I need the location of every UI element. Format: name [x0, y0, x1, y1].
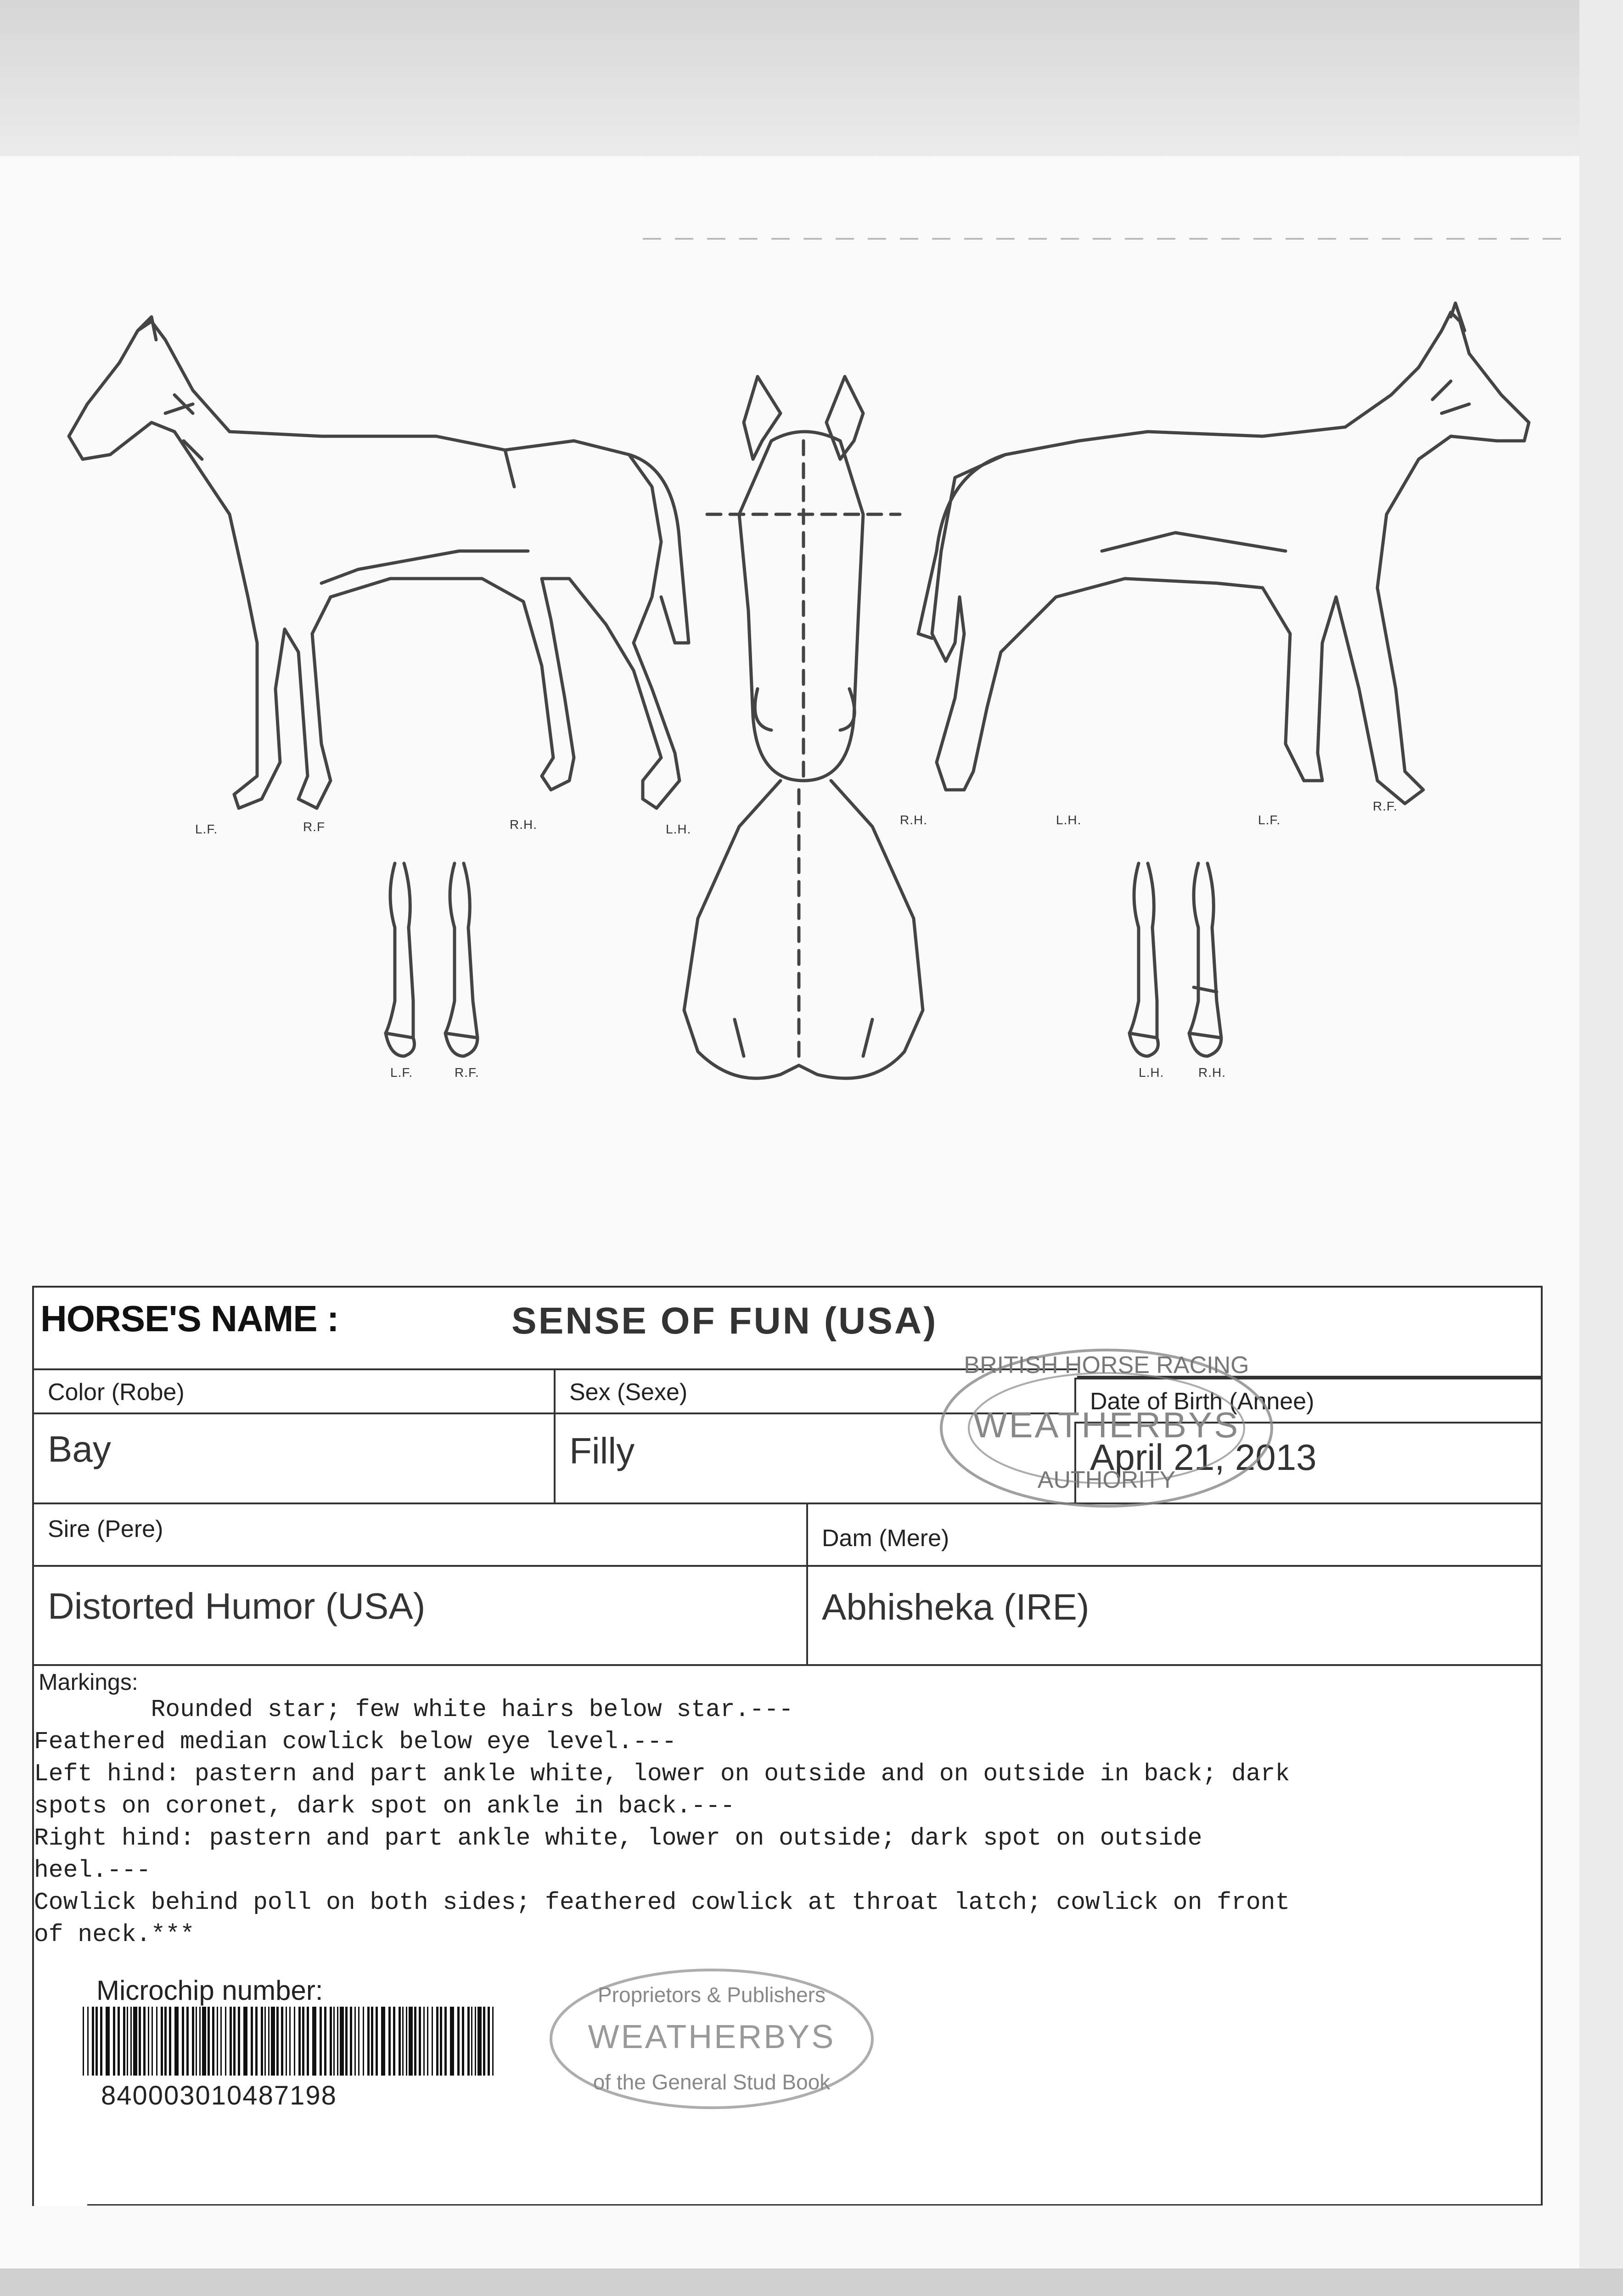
scan-bottom-shadow — [0, 2268, 1623, 2296]
authority-stamp — [932, 1341, 1281, 1515]
sire-value-cell — [32, 1565, 808, 1666]
stamp-bottom-text: AUTHORITY — [1037, 1467, 1176, 1493]
diagram-label: L.F. — [390, 1065, 413, 1080]
diagram-label: R.H. — [1198, 1065, 1226, 1080]
sire-label: Sire (Pere) — [48, 1516, 163, 1542]
diagram-label: L.H. — [1139, 1065, 1164, 1080]
sire-label-cell — [32, 1503, 808, 1567]
horse-name-label: HORSE'S NAME : — [40, 1298, 339, 1339]
left-legs-detail — [386, 863, 477, 1056]
diagram-label: R.F. — [455, 1065, 479, 1080]
horse-name-value: SENSE OF FUN (USA) — [511, 1300, 938, 1342]
diagram-label: R.F. — [1373, 799, 1398, 813]
front-view-horse — [684, 377, 923, 1078]
sex-value: Filly — [569, 1430, 635, 1471]
publisher-top-text: Proprietors & Publishers — [598, 1983, 826, 2007]
color-label-cell — [32, 1368, 556, 1414]
right-legs-detail — [1129, 863, 1221, 1056]
diagram-label: L.F. — [1258, 813, 1281, 827]
publisher-stamp — [542, 1961, 882, 2117]
dam-value-cell — [806, 1565, 1543, 1666]
diagram-label: L.F. — [195, 822, 218, 836]
markings-text: Rounded star; few white hairs below star.--- Feathered median cowlick below eye level.--- Left hind: pastern and part ankle white, lower on outside and on outside in back; dark spots on coronet, dark spot on ankle in back.--- Right hind: pastern and part ankle white, lower on outside; dark spot on outside heel.--- Cowlick behind poll on both sides; feathered cowlick at throat latch; cowlick on front of neck.*** — [34, 1696, 1290, 1948]
stamp-top-text: BRITISH HORSE RACING — [964, 1352, 1249, 1379]
publisher-middle-text: WEATHERBYS — [588, 2019, 836, 2055]
dob-label: Date of Birth (Annee) — [1090, 1388, 1314, 1415]
markings-label: Markings: — [39, 1669, 138, 1695]
stamp-middle-text: WEATHERBYS — [973, 1405, 1240, 1445]
diagram-label: R.H. — [510, 817, 537, 832]
diagram-label: R.F — [303, 820, 326, 834]
dam-label: Dam (Mere) — [822, 1525, 949, 1552]
form-bottom-rule — [87, 2204, 1543, 2207]
diagram-label: L.H. — [1056, 813, 1082, 827]
color-value: Bay — [48, 1429, 111, 1469]
right-profile-horse — [918, 303, 1529, 804]
color-value-cell — [32, 1412, 556, 1504]
sex-label: Sex (Sexe) — [569, 1379, 688, 1406]
horse-name-row — [32, 1286, 1543, 1378]
microchip-number: 840003010487198 — [101, 2081, 337, 2110]
microchip-barcode — [83, 2007, 500, 2076]
sire-value: Distorted Humor (USA) — [48, 1586, 426, 1626]
publisher-bottom-text: of the General Stud Book — [593, 2070, 831, 2094]
left-profile-horse — [69, 317, 689, 808]
dob-value: April 21, 2013 — [1090, 1437, 1317, 1478]
diagram-label: R.H. — [900, 813, 927, 827]
color-label: Color (Robe) — [48, 1379, 185, 1406]
markings-cell — [32, 1664, 1543, 2206]
diagram-label: L.H. — [666, 822, 691, 836]
microchip-label: Microchip number: — [96, 1975, 323, 2006]
dam-value: Abhisheka (IRE) — [822, 1587, 1089, 1627]
